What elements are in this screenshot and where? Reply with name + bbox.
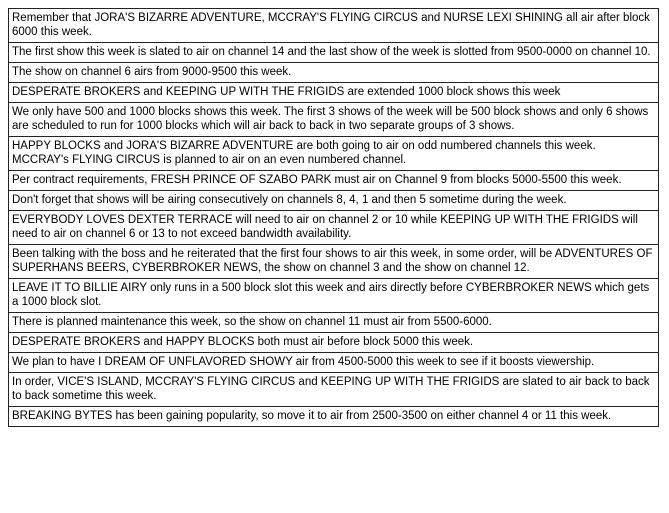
clue-row bbox=[9, 191, 659, 211]
clue-row bbox=[9, 171, 659, 191]
clue-cell: EVERYBODY LOVES DEXTER TERRACE will need to air on channel 2 or 10 while KEEPING UP WITH THE FRIGIDS will need to air on channel 6 or 13 to not exceed bandwidth availability. bbox=[9, 211, 659, 245]
clues-table bbox=[8, 8, 659, 427]
clue-row bbox=[9, 353, 659, 373]
clue-cell: DESPERATE BROKERS and KEEPING UP WITH THE FRIGIDS are extended 1000 block shows this week bbox=[9, 83, 659, 103]
clue-row bbox=[9, 137, 659, 171]
clue-row bbox=[9, 313, 659, 333]
clue-cell: In order, VICE'S ISLAND, MCCRAY'S FLYING CIRCUS and KEEPING UP WITH THE FRIGIDS are slated to air back to back to back sometime this week. bbox=[9, 373, 659, 407]
clue-cell: We only have 500 and 1000 blocks shows this week. The first 3 shows of the week will be 500 block shows and only 6 shows are scheduled to run for 1000 blocks which will air back to back in two separate groups of 3 shows. bbox=[9, 103, 659, 137]
clue-cell: DESPERATE BROKERS and HAPPY BLOCKS both must air before block 5000 this week. bbox=[9, 333, 659, 353]
clue-row bbox=[9, 103, 659, 137]
clue-cell: BREAKING BYTES has been gaining popularity, so move it to air from 2500-3500 on either channel 4 or 11 this week. bbox=[9, 407, 659, 427]
clue-cell: We plan to have I DREAM OF UNFLAVORED SHOWY air from 4500-5000 this week to see if it boosts viewership. bbox=[9, 353, 659, 373]
clue-cell: The first show this week is slated to air on channel 14 and the last show of the week is slotted from 9500-0000 on channel 10. bbox=[9, 43, 659, 63]
clue-row bbox=[9, 279, 659, 313]
clue-cell: Remember that JORA'S BIZARRE ADVENTURE, MCCRAY'S FLYING CIRCUS and NURSE LEXI SHINING all air after block 6000 this week. bbox=[9, 9, 659, 43]
clue-row bbox=[9, 211, 659, 245]
clue-cell: There is planned maintenance this week, so the show on channel 11 must air from 5500-6000. bbox=[9, 313, 659, 333]
clue-cell: The show on channel 6 airs from 9000-9500 this week. bbox=[9, 63, 659, 83]
clue-row bbox=[9, 333, 659, 353]
clue-cell: Don't forget that shows will be airing consecutively on channels 8, 4, 1 and then 5 sometime during the week. bbox=[9, 191, 659, 211]
clue-cell: Per contract requirements, FRESH PRINCE OF SZABO PARK must air on Channel 9 from blocks 5000-5500 this week. bbox=[9, 171, 659, 191]
clue-row bbox=[9, 407, 659, 427]
clue-row bbox=[9, 43, 659, 63]
clue-row bbox=[9, 245, 659, 279]
clue-cell: Been talking with the boss and he reiterated that the first four shows to air this week, in some order, will be ADVENTURES OF SUPERHANS BEERS, CYBERBROKER NEWS, the show on channel 3 and the show on channel 12. bbox=[9, 245, 659, 279]
clue-row bbox=[9, 9, 659, 43]
clue-cell: HAPPY BLOCKS and JORA'S BIZARRE ADVENTURE are both going to air on odd numbered channels this week. MCCRAY's FLYING CIRCUS is planned to air on an even numbered channel. bbox=[9, 137, 659, 171]
clue-row bbox=[9, 63, 659, 83]
clue-row bbox=[9, 373, 659, 407]
clue-cell: LEAVE IT TO BILLIE AIRY only runs in a 500 block slot this week and airs directly before CYBERBROKER NEWS which gets a 1000 block slot. bbox=[9, 279, 659, 313]
clue-row bbox=[9, 83, 659, 103]
